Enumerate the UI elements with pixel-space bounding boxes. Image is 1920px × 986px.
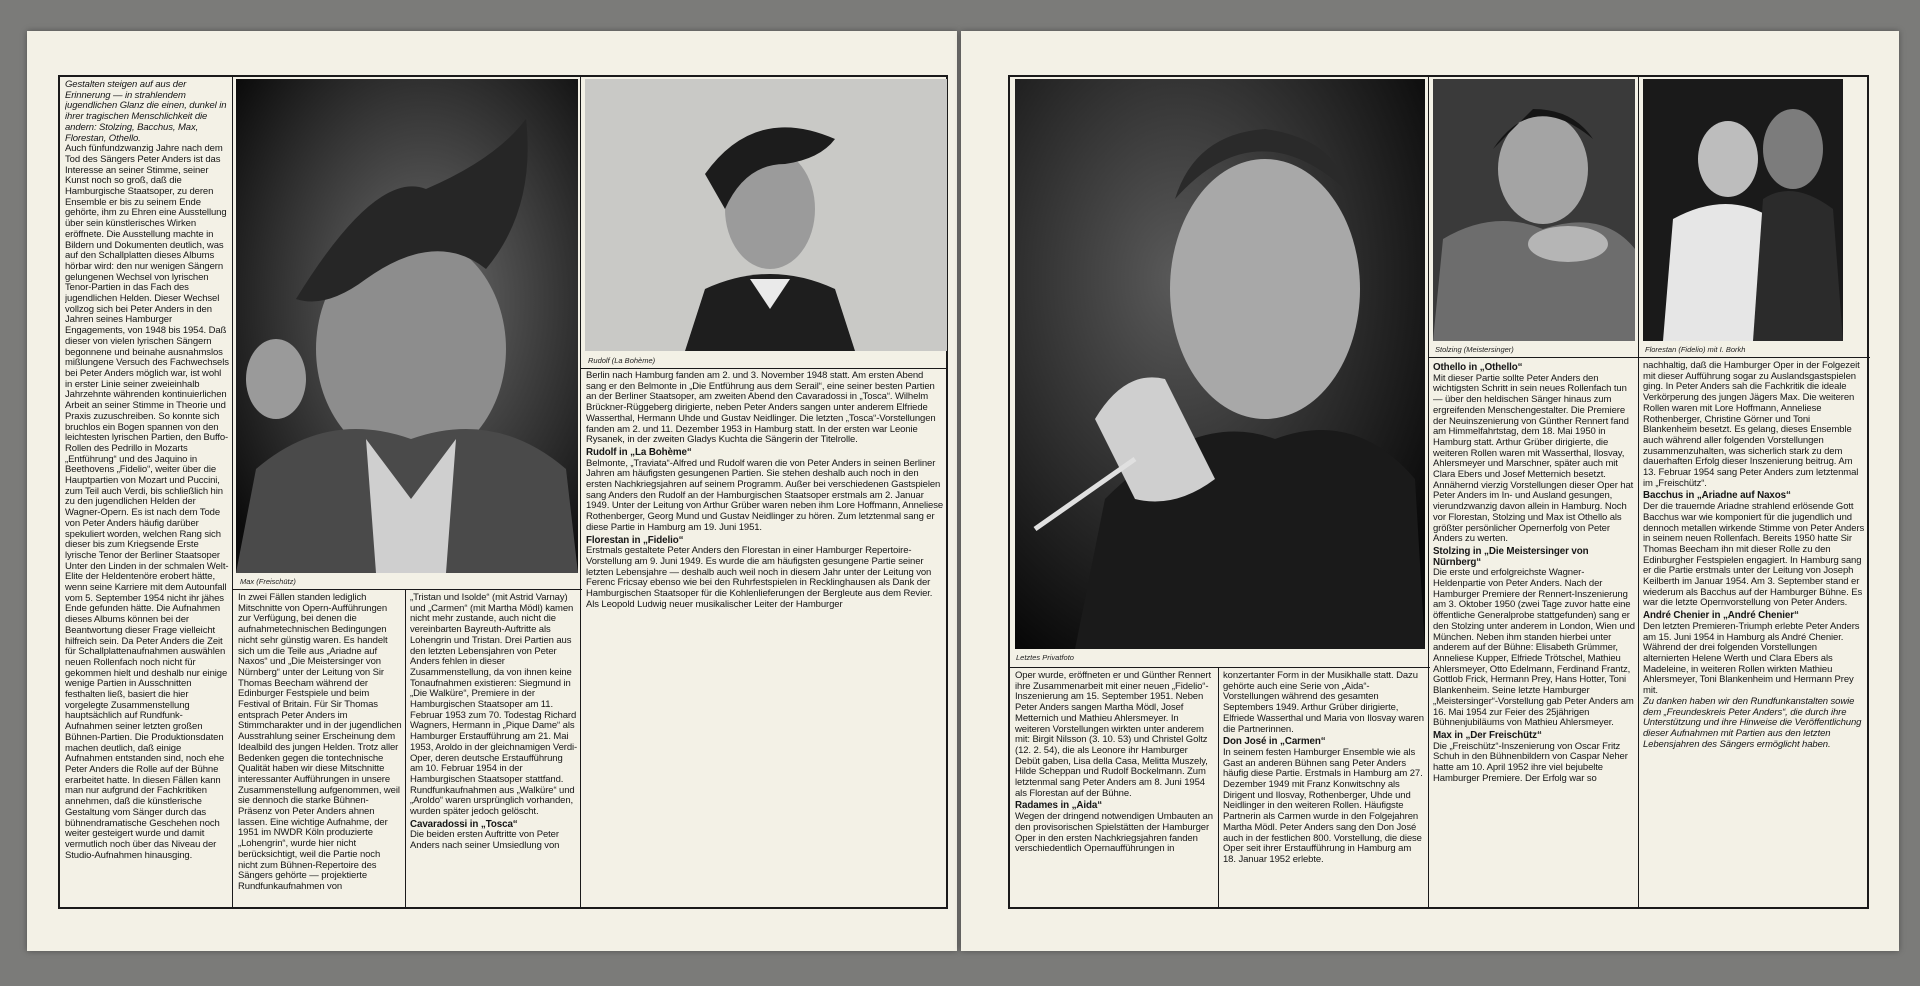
- intro-text: Gestalten steigen auf aus der Erinnerung — in strahlendem jugendlichen Glanz die einen, dunkel in ihrer tragischen Menschlichkeit die andern: Stolzing, Bacchus, Max, Florestan, Othello.: [65, 80, 227, 144]
- text-bacchus: Der die trauernde Ariadne strahlend erlösende Gott Bacchus war wie komponiert für die jugendlich und dennoch metallen wirkende Stimme von Peter Anders in seinem neuen Rollenfach. Bereits 1950 hatte Sir Thomas Beecham ihn mit dieser Rolle zu den Edinburgher Festspielen engagiert. In Hamburg sang er die Partie erstmals unter der Leitung von Joseph Keilberth im Januar 1954. Am 3. September stand er wiederum als Bacchus auf der Hamburger Bühne. Es war die letzte Opernvorstellung von Peter Anders.: [1643, 501, 1865, 609]
- heading-othello: Othello in „Othello“: [1433, 362, 1523, 373]
- text-column-b: [1223, 671, 1425, 907]
- text-radames: Wegen der dringend notwendigen Umbauten an den provisorischen Spielstätten der Hamburger Oper in den ersten Nachkriegsjahren fanden verschiedentlich Opernaufführungen in: [1015, 811, 1213, 855]
- text-othello: Mit dieser Partie sollte Peter Anders den wichtigsten Schritt in sein neues Rollenfach tun — über den heldischen Sänger hinaus zum ergreifenden Menschengestalter. Die Premiere der Neuinszenierung von Günther Rennert fand am Himmelfahrtstag, dem 18. Mai 1950 in Hamburg statt. Arthur Grüber dirigierte, die weiteren Rollen waren mit Wasserthal, Ilosvay, Ahlersmeyer und Marschner, später auch mit Clara Ebers und Josef Metternich besetzt. Annähernd vierzig Vorstellungen dieser Oper hat Peter Anders im In- und Ausland gesungen, vierundzwanzig davon allein in Hamburg. Noch vor Florestan, Stolzing und Max ist Othello als größter persönlicher Opernerfolg von Peter Anders zu werten.: [1433, 372, 1634, 545]
- text-column-c: [1433, 361, 1635, 907]
- acknowledgements: Zu danken haben wir den Rundfunkanstalten sowie dem „Freundeskreis Peter Anders“, die durch ihre Unterstützung und ihre Hinweise die Veröffentlichung dieser Aufnahmen mit Partien aus den letzten Lebensjahren des Sängers ermöglicht haben.: [1643, 695, 1862, 750]
- text-chenier: Den letzten Premieren-Triumph erlebte Peter Anders am 15. Juni 1954 in Hamburg als André Chenier. Während der drei folgenden Vorstellungen alternierten Helene Werth und Clara Ebers als Madeleine, in weiteren Rollen wirkten Mathieu Ahlersmeyer, Toni Blankenheim und Hermann Prey mit.: [1643, 620, 1860, 697]
- text-rudolf: Belmonte, „Traviata“-Alfred und Rudolf waren die von Peter Anders in seinen Berliner Jahren am häufigsten gesungenen Partien. Sie stehen deshalb auch noch in den ersten Nachkriegsjahren auf seinem Programm. Außer bei verschiedenen Gastspielen sang Anders den Rudolf an der Hamburgischen Staatsoper erstmals am 2. Januar 1949. Unter der Leitung von Arthur Grüber waren neben ihm Lore Hoffmann, Anneliese Rothenberger, Georg Mund und Gustav Neidlinger zu hören. Zum letztenmal sang er diese Partie in Hamburg am 19. Juni 1951.: [586, 457, 944, 533]
- text-column-2: [238, 593, 402, 907]
- caption-stolzing: Stolzing (Meistersinger): [1435, 345, 1514, 354]
- text-stolzing: Die erste und erfolgreichste Wagner-Heldenpartie von Peter Anders. Nach der Hamburger Premiere der Rennert-Inszenierung am 3. Oktober 1950 (zwei Tage zuvor hatte eine öffentliche Generalprobe stattgefunden) sang er den Stolzing unter anderem in London, Wien und München. Neben ihm standen hierbei unter anderem auf der Bühne: Elisabeth Grümmer, Anneliese Kupper, Elfriede Trötschel, Mathieu Ahlersmeyer, Otto Edelmann, Ferdinand Frantz, Gottlob Frick, Hermann Prey, Hans Hotter, Toni Blankenheim. Seine letzte Hamburger „Meistersinger“-Vorstellung gab Peter Anders am 16. Mai 1954 zur Feier des 25jährigen Bühnenjubiläums von Mathieu Ahlersmeyer.: [1433, 567, 1635, 729]
- text-freischuetz-cont: nachhaltig, daß die Hamburger Oper in der Folgezeit mit dieser Aufführung sogar zu Auslandsgastspielen ging. In Peter Anders sah die Fachkritik die ideale Verkörperung des jungen Jägers Max. Die weiteren Rollen waren mit Lore Hoffmann, Anneliese Rothenberger, Christine Görner und Toni Blankenheim besetzt. Es gelang, dieses Ensemble auch während aller folgenden Vorstellungen zusammenzuhalten, was sicherlich stark zu dem dauerhaften Erfolg dieser Inszenierung beitrug. Am 13. Februar 1954 sang Peter Anders zum letztenmal im „Freischütz“.: [1643, 361, 1860, 489]
- heading-cavaradossi: Cavaradossi in „Tosca“: [410, 818, 518, 830]
- text-column-1: [65, 80, 229, 902]
- text-max: Die „Freischütz“-Inszenierung von Oscar Fritz Schuh in den Bühnenbildern von Caspar Neher hatte am 10. April 1952 ihre viel bejubelte Hamburger Premiere. Der Erfolg war so: [1433, 740, 1628, 784]
- right-frame: [1008, 75, 1869, 909]
- photo-florestan-fidelio: [1643, 79, 1843, 341]
- photo-last-private: [1015, 79, 1425, 649]
- photo-max-freischuetz: [236, 79, 578, 573]
- body-text: Auch fünfundzwanzig Jahre nach dem Tod des Sängers Peter Anders ist das Interesse an seiner Stimme, seiner Kunst noch so groß, daß die Hamburgische Staatsoper, zu deren Ensemble er bis zu seinem Ende gehörte, ihm zu Ehren eine Ausstellung über sein künstlerisches Wirken eröffnete. Die Ausstellung machte in Bildern und Dokumenten deutlich, was auf den Schallplatten dieses Albums hörbar wird: den nur wenigen Sängern gelungenen Wechsel von lyrischen Tenor-Partien in das Fach des jugendlichen Helden. Dieser Wechsel vollzog sich bei Peter Anders in den Jahren seines Hamburger Engagements, von 1948 bis 1954. Daß dieser von vielen lyrischen Sängern begonnene und beinahe ausnahmslos mißlungene Versuch des Fachwechsels bei Peter Anders möglich war, ist wohl in erster Linie seiner zweieinhalb Jahrzehnte währenden kontinuierlichen Arbeit an seiner Stimme in Theorie und Praxis zuzuschreiben. So konnte sich bruchlos ein Bogen spannen von den leichtesten lyrischen Partien, den Buffo-Rollen des Pedrillo in Mozarts „Entführung“ und des Jaquino in Beethovens „Fidelio“, weiter über die Hauptpartien von Mozart und Puccini, zum Teil auch Verdi, bis schließlich hin zu den jugendlichen Helden der Wagner-Opern. Es ist nach dem Tode von Peter Anders häufig darüber spekuliert worden, welchen Rang sich dieser bis zum Kriegsende Erste lyrische Tenor der Berliner Staatsoper Unter den Linden in der schmalen Welt-Elite der Heldentenöre erobert hätte, wenn seine Karriere mit dem Autounfall vom 5. September 1954 nicht ihr jähes Ende gefunden hätte. Die Aufnahmen dieses Albums können bei der Beantwortung dieser Frage vielleicht hilfreich sein. Da Peter Anders die Zeit für Schallplattenaufnahmen auswählen neuen Rollenfach noch nicht für gekommen hielt und deshalb nur einige wenige Partien in Ausschnitten festhalten ließ, basiert die hier vorgelegte Zusammenstellung hauptsächlich auf Rundfunk-Aufnahmen seiner letzten großen Bühnen-Partien. Die Produktionsdaten machen deutlich, daß einige Aufnahmen entstanden sind, noch ehe Peter Anders die Rolle auf der Bühne erarbeitet hatte. In diesen Fällen kann man nur aufgrund der Fachkritiken annehmen, daß die künstlerische Gestaltung vom Sänger durch das bühnendramatische Geschehen noch weiter gesteigert wurde und damit vermutlich noch über das Niveau der Studio-Aufnahmen hinausging.: [65, 143, 229, 861]
- photo-stolzing-meistersinger: [1433, 79, 1635, 341]
- text-column-a: [1015, 671, 1215, 907]
- text-fidelio-cont: Oper wurde, eröffneten er und Günther Rennert ihre Zusammenarbeit mit einer neuen „Fidelio“-Inszenierung am 15. September 1951. Neben Peter Anders sangen Martha Mödl, Josef Metternich und Mathieu Ahlersmeyer. In weiteren Vorstellungen wirkten unter anderem mit: Birgit Nilsson (3. 10. 53) und Christel Goltz (12. 2. 54), die als Leonore ihr Hamburger Debüt gaben, Lisa della Casa, Melitta Muszely, Hilde Scheppan und Rudolf Bockelmann. Zum letztenmal sang Peter Anders am 8. Juni 1954 als Florestan auf der Bühne.: [1015, 671, 1212, 799]
- heading-stolzing: Stolzing in „Die Meistersinger von Nürnberg“: [1433, 545, 1589, 568]
- heading-max: Max in „Der Freischütz“: [1433, 729, 1542, 741]
- text-florestan: Erstmals gestaltete Peter Anders den Florestan in einer Hamburger Repertoire-Vorstellung am 9. Juni 1949. Es wurde die am häufigsten gesungene Partie seiner letzten Lebensjahre — deshalb auch weil noch in diesem Jahr unter der Leitung von Ferenc Fricsay ebenso wie bei den Ruhrfestspielen in Recklinghausen als Dank der Hamburgischen Staatsoper für die Kohlenlieferungen der Bergleute aus dem Revier. Als Leopold Ludwig neuer musikalischer Leiter der Hamburger: [586, 545, 933, 610]
- heading-florestan: Florestan in „Fidelio“: [586, 534, 684, 546]
- text-don-jose: In seinem festen Hamburger Ensemble wie als Gast an anderen Bühnen sang Peter Anders häufig diese Partie. Erstmals in Hamburg am 27. Dezember 1949 mit Franz Konwitschny als Dirigent und Ilosvay, Rothenberger, Uhde und Neidlinger in den weiteren Rollen. Häufigste Partnerin als Carmen wurde in den Folgejahren Martha Mödl. Peter Anders sang den Don José auch in der festlichen 800. Vorstellung, die diese Oper seit ihrer Erstaufführung in Hamburg am 18. Januar 1952 erlebte.: [1223, 746, 1423, 865]
- caption-florestan: Florestan (Fidelio) mit I. Borkh: [1645, 345, 1746, 354]
- text-column-3: [410, 593, 578, 907]
- left-frame: [58, 75, 948, 909]
- caption-rudolf: Rudolf (La Bohème): [588, 356, 656, 365]
- left-page: [27, 31, 957, 951]
- text-column-d: [1643, 361, 1865, 907]
- photo-rudolf-boheme: [585, 79, 947, 351]
- text-column-4: [586, 371, 944, 907]
- heading-don-jose: Don José in „Carmen“: [1223, 736, 1326, 748]
- text-aida-cont: konzertanter Form in der Musikhalle statt. Dazu gehörte auch eine Serie von „Aida“-Vorstellungen während des gesamten Septembers 1949. Arthur Grüber dirigierte, Elfriede Wasserthal und Maria von Ilosvay waren die Partnerinnen.: [1223, 671, 1424, 735]
- right-page: [961, 31, 1899, 951]
- heading-bacchus: Bacchus in „Ariadne auf Naxos“: [1643, 490, 1791, 502]
- heading-rudolf: Rudolf in „La Bohème“: [586, 446, 692, 458]
- heading-radames: Radames in „Aida“: [1015, 800, 1103, 812]
- caption-privatfoto: Letztes Privatfoto: [1016, 653, 1074, 662]
- heading-chenier: André Chenier in „André Chenier“: [1643, 610, 1799, 622]
- text-cavaradossi: Die beiden ersten Auftritte von Peter Anders nach seiner Umsiedlung von: [410, 829, 560, 852]
- cavaradossi-continued: Berlin nach Hamburg fanden am 2. und 3. November 1948 statt. Am ersten Abend sang er den Belmonte in „Die Entführung aus dem Serail“, eine seiner besten Partien an der Berliner Staatsoper, am zweiten Abend den Cavaradossi in „Tosca“. Wilhelm Brückner-Rüggeberg dirigierte, neben Peter Anders sangen unter anderem Elfriede Wasserthal, Hermann Uhde und Gustav Neidlinger. Die letzten „Tosca“-Vorstellungen fanden am 2. und 11. Dezember 1953 in Hamburg statt. In der ersten war Leonie Rysanek, in der zweiten Gladys Kuchta die Sängerin der Titelrolle.: [586, 371, 936, 446]
- text-tristan: „Tristan und Isolde“ (mit Astrid Varnay) und „Carmen“ (mit Martha Mödl) kamen nicht mehr zustande, auch nicht die vereinbarten Bayreuth-Auftritte als Lohengrin und Tristan. Drei Partien aus den letzten Lebensjahren von Peter Anders fehlen in dieser Zusammenstellung, da von ihnen keine Tonaufnahmen existieren: Siegmund in „Die Walküre“, Premiere in der Hamburgischen Staatsoper am 11. Februar 1953 zum 70. Todestag Richard Wagners, Hermann in „Pique Dame“ als Hamburger Erstaufführung am 21. Mai 1953, Aroldo in der gleichnamigen Verdi-Oper, deren deutsche Erstaufführung am 10. Februar 1954 in der Hamburgischen Staatsoper stattfand. Rundfunkaufnahmen aus „Walküre“ und „Aroldo“ waren ursprünglich vorhanden, wurden später jedoch gelöscht.: [410, 593, 578, 818]
- caption-max: Max (Freischütz): [240, 577, 296, 586]
- text-mitschnitte: In zwei Fällen standen lediglich Mitschnitte von Opern-Aufführungen zur Verfügung, bei denen die aufnahmetechnischen Bedingungen nicht sehr günstig waren. Es handelt sich um die Teile aus „Ariadne auf Naxos“ und „Die Meistersinger von Nürnberg“ unter der Leitung von Sir Thomas Beecham während der Edinburger Festspiele und beim Festival of Britain. Für Sir Thomas entsprach Peter Anders im Stimmcharakter und in der jugendlichen Ausstrahlung seiner Erscheinung dem Idealbild des jungen Helden. Trotz aller Bedenken gegen die tontechnische Qualität haben wir diese Mitschnitte interessanter Aufführungen in unsere Zusammenstellung aufgenommen, weil sie dennoch die starke Bühnen-Präsenz von Peter Anders ahnen lassen. Eine wichtige Aufnahme, der 1951 im NWDR Köln produzierte „Lohengrin“, wurde hier nicht berücksichtigt, weil die Partie noch nicht zum Bühnen-Repertoire des Sängers gehörte — projektierte Rundfunkaufnahmen von: [238, 593, 402, 892]
